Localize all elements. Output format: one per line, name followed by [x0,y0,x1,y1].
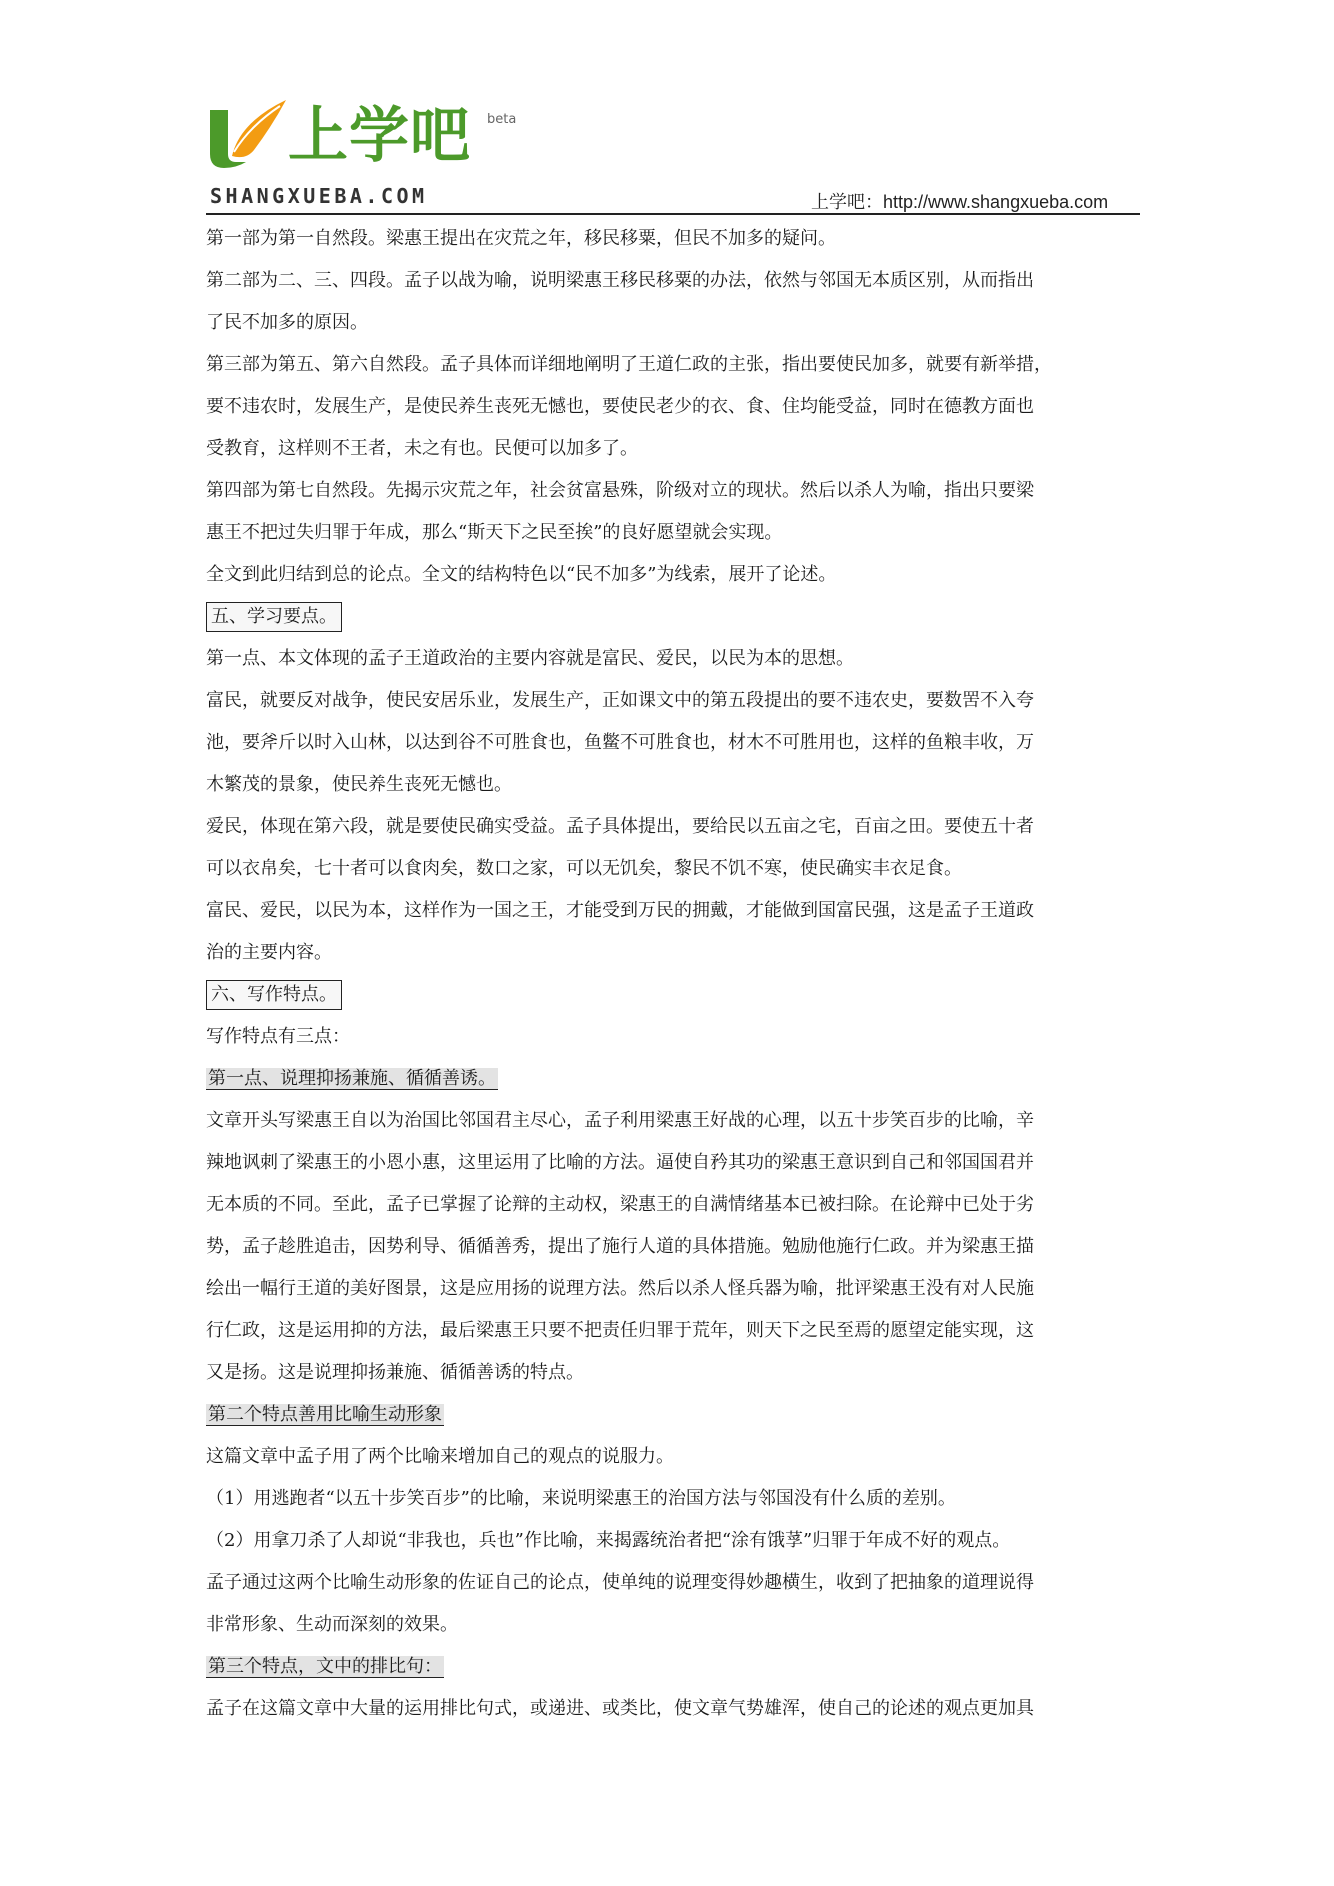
text-line: 第四部为第七自然段。先揭示灾荒之年，社会贫富悬殊，阶级对立的现状。然后以杀人为喻，指出只要梁 [206,480,1034,501]
text-line: 这篇文章中孟子用了两个比喻来增加自己的观点的说服力。 [206,1446,674,1467]
text-line: 爱民，体现在第六段，就是要使民确实受益。孟子具体提出，要给民以五亩之宅，百亩之田。要使五十者 [206,816,1034,837]
section-heading [206,974,1140,1016]
text-line: 治的主要内容。 [206,942,332,963]
text-line: 辣地讽刺了梁惠王的小恩小惠，这里运用了比喻的方法。逼使自矜其功的梁惠王意识到自己和邻国国君并 [206,1152,1034,1173]
heading-label: 第二个特点善用比喻生动形象 [208,1404,442,1425]
text-line: 了民不加多的原因。 [206,312,368,333]
leaf-logo-icon [206,96,290,174]
heading-label: 六、写作特点。 [206,980,342,1010]
text-line: 行仁政，这是运用抑的方法，最后梁惠王只要不把责任归罪于荒年，则天下之民至焉的愿望定能实现，这 [206,1320,1034,1341]
text-line: 要不违农时，发展生产，是使民养生丧死无憾也，要使民老少的衣、食、住均能受益，同时在德教方面也 [206,396,1034,417]
text-line: 可以衣帛矣，七十者可以食肉矣，数口之家，可以无饥矣，黎民不饥不寒，使民确实丰衣足食。 [206,858,962,879]
text-line: （2）用拿刀杀了人却说“非我也，兵也”作比喻，来揭露统治者把“涂有饿莩”归罪于年成不好的观点。 [206,1530,1011,1551]
text-line: 第三部为第五、第六自然段。孟子具体而详细地阐明了王道仁政的主张，指出要使民加多，就要有新举措， [206,354,1052,375]
text-line: 惠王不把过失归罪于年成，那么“斯天下之民至挨”的良好愿望就会实现。 [206,522,783,543]
text-line: 受教育，这样则不王者，未之有也。民便可以加多了。 [206,438,638,459]
header-divider [206,213,1140,215]
text-line: 富民、爱民，以民为本，这样作为一国之王，才能受到万民的拥戴，才能做到国富民强，这是孟子王道政 [206,900,1034,921]
text-line: 池，要斧斤以时入山林，以达到谷不可胜食也，鱼鳖不可胜食也，材木不可胜用也，这样的鱼粮丰收，万 [206,732,1034,753]
text-line: 文章开头写梁惠王自以为治国比邻国君主尽心，孟子利用梁惠王好战的心理，以五十步笑百步的比喻，辛 [206,1110,1034,1131]
logo-text: 上学吧 [288,101,471,171]
heading-label: 五、学习要点。 [206,602,342,632]
subsection-heading [206,1058,1140,1100]
logo-domain: SHANGXUEBA.COM [210,184,428,208]
text-line: （1）用逃跑者“以五十步笑百步”的比喻，来说明梁惠王的治国方法与邻国没有什么质的差别。 [206,1488,956,1509]
text-line: 势，孟子趁胜追击，因势利导、循循善秀，提出了施行人道的具体措施。勉励他施行仁政。并为梁惠王描 [206,1236,1034,1257]
text-line: 第一点、本文体现的孟子王道政治的主要内容就是富民、爱民，以民为本的思想。 [206,648,854,669]
text-line: 又是扬。这是说理抑扬兼施、循循善诱的特点。 [206,1362,584,1383]
text-line: 绘出一幅行王道的美好图景，这是应用扬的说理方法。然后以杀人怪兵器为喻，批评梁惠王没有对人民施 [206,1278,1034,1299]
text-line: 孟子在这篇文章中大量的运用排比句式，或递进、或类比，使文章气势雄浑，使自己的论述的观点更加具 [206,1698,1034,1719]
text-line: 第一部为第一自然段。梁惠王提出在灾荒之年，移民移粟，但民不加多的疑问。 [206,228,836,249]
subsection-heading [206,1646,1140,1688]
page-header [0,0,1334,215]
text-line: 无本质的不同。至此，孟子已掌握了论辩的主动权，梁惠王的自满情绪基本已被扫除。在论辩中已处于劣 [206,1194,1034,1215]
subsection-heading [206,1394,1140,1436]
heading-label: 第三个特点，文中的排比句： [208,1656,442,1677]
heading-label: 第一点、说理抑扬兼施、循循善诱。 [208,1068,496,1089]
text-line: 孟子通过这两个比喻生动形象的佐证自己的论点，使单纯的说理变得妙趣横生，收到了把抽象的道理说得 [206,1572,1034,1593]
text-line: 木繁茂的景象，使民养生丧死无憾也。 [206,774,512,795]
text-line: 非常形象、生动而深刻的效果。 [206,1614,458,1635]
site-url[interactable]: 上学吧：http://www.shangxueba.com [811,192,1109,212]
document-body [206,218,1140,1730]
text-line: 写作特点有三点： [206,1026,350,1047]
section-heading [206,596,1140,638]
beta-label: beta [487,112,517,127]
text-line: 第二部为二、三、四段。孟子以战为喻，说明梁惠王移民移粟的办法，依然与邻国无本质区别，从而指出 [206,270,1034,291]
text-line: 全文到此归结到总的论点。全文的结构特色以“民不加多”为线索，展开了论述。 [206,564,837,585]
text-line: 富民，就要反对战争，使民安居乐业，发展生产，正如课文中的第五段提出的要不违农史，要数罟不入夸 [206,690,1034,711]
